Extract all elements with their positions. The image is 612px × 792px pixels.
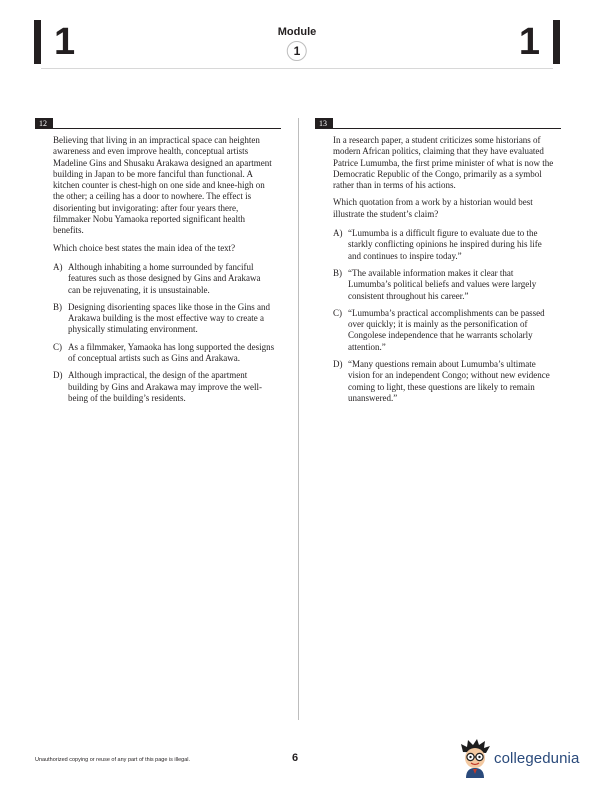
choice-letter: B) — [53, 301, 62, 312]
student-mascot-icon — [458, 738, 492, 778]
choice-text: “The available information makes it clear that Lumumba’s political beliefs and values were largely consistent throughout his career.” — [348, 267, 537, 301]
question-number: 13 — [315, 118, 333, 129]
question-13 — [315, 118, 554, 410]
column-divider — [298, 118, 299, 720]
header-bar-left — [34, 20, 41, 64]
question-rule — [35, 128, 281, 129]
module-badge — [278, 26, 317, 61]
answer-choice-d[interactable] — [333, 359, 555, 404]
answer-choice-d[interactable] — [53, 370, 275, 404]
header-bar-right — [553, 20, 560, 64]
choice-text: As a filmmaker, Yamaoka has long supported the designs of conceptual artists such as Gins and Arakawa. — [68, 341, 275, 364]
choice-text: Although impractical, the design of the apartment building by Gins and Arakawa may improve the well-being of the building’s residents. — [68, 370, 262, 403]
question-12 — [35, 118, 275, 410]
question-number-row — [315, 118, 545, 129]
question-prompt: Which choice best states the main idea of the text? — [53, 242, 236, 253]
module-label: Module — [277, 26, 317, 38]
logo-text: collegedunia — [494, 749, 580, 767]
question-prompt: Which quotation from a work by a historian would best illustrate the student’s claim? — [333, 197, 533, 219]
module-number-right: 1 — [518, 21, 540, 63]
choice-letter: C) — [333, 307, 342, 318]
question-rule — [315, 128, 561, 129]
choice-text: “Many questions remain about Lumumba’s ultimate vision for an independent Congo; without new evidence coming to light, these questions are likely to remain unanswered.” — [348, 359, 550, 403]
answer-choice-a[interactable] — [333, 228, 555, 262]
answer-choice-c[interactable] — [53, 342, 275, 365]
choice-letter: A) — [333, 228, 343, 239]
collegedunia-logo[interactable] — [458, 738, 579, 778]
header-rule — [41, 68, 553, 69]
question-number: 12 — [35, 118, 53, 129]
choice-text: Although inhabiting a home surrounded by fanciful features such as those designed by Gins and Arakawa can be rejuvenating, it is unsustainable. — [68, 261, 261, 295]
choice-letter: D) — [333, 359, 343, 370]
answer-choice-b[interactable] — [53, 302, 275, 336]
choice-letter: C) — [53, 341, 62, 352]
choice-letter: A) — [53, 261, 63, 272]
copyright-note: Unauthorized copying or reuse of any part of this page is illegal. — [35, 757, 191, 763]
question-number-row — [35, 118, 265, 129]
answer-choice-b[interactable] — [333, 268, 555, 302]
choice-letter: D) — [53, 370, 63, 381]
choice-letter: B) — [333, 267, 342, 278]
page-number: 6 — [292, 752, 299, 764]
choice-text: “Lumumba’s practical accomplishments can be passed over quickly; it is mainly as the personification of Congolese independence that he warrants scholarly attention.” — [348, 307, 545, 352]
answer-choice-a[interactable] — [53, 262, 275, 296]
module-number-circle: 1 — [287, 41, 307, 61]
choice-text: “Lumumba is a difficult figure to evaluate due to the starkly conflicting opinions he inspired during his life and continues to inspire today.” — [348, 228, 542, 261]
choice-text: Designing disorienting spaces like those in the Gins and Arakawa building is the most effective way to create a physically stimulating environment. — [68, 301, 270, 335]
module-header — [34, 18, 560, 68]
answer-choice-c[interactable] — [333, 308, 555, 353]
module-number-left: 1 — [54, 21, 76, 63]
question-passage: In a research paper, a student criticizes some historians of modern African politics, claiming that they have evaluated Patrice Lumumba, the first prime minister of what is now the Democratic Republic of the Congo, primarily as a symbol rather than in terms of his actions. — [333, 135, 554, 191]
question-passage: Believing that living in an impractical space can heighten awareness and even improve health, conceptual artists Madeline Gins and Shusaku Arakawa designed an apartment building in Japan to be more fanciful than functional. A kitchen counter is chest-high on one side and knee-high on the other; a ceiling has a door to nowhere. The effect is disorienting but invigorating: after four years there, filmmaker Nobu Yamaoka reported significant health benefits. — [53, 135, 272, 236]
